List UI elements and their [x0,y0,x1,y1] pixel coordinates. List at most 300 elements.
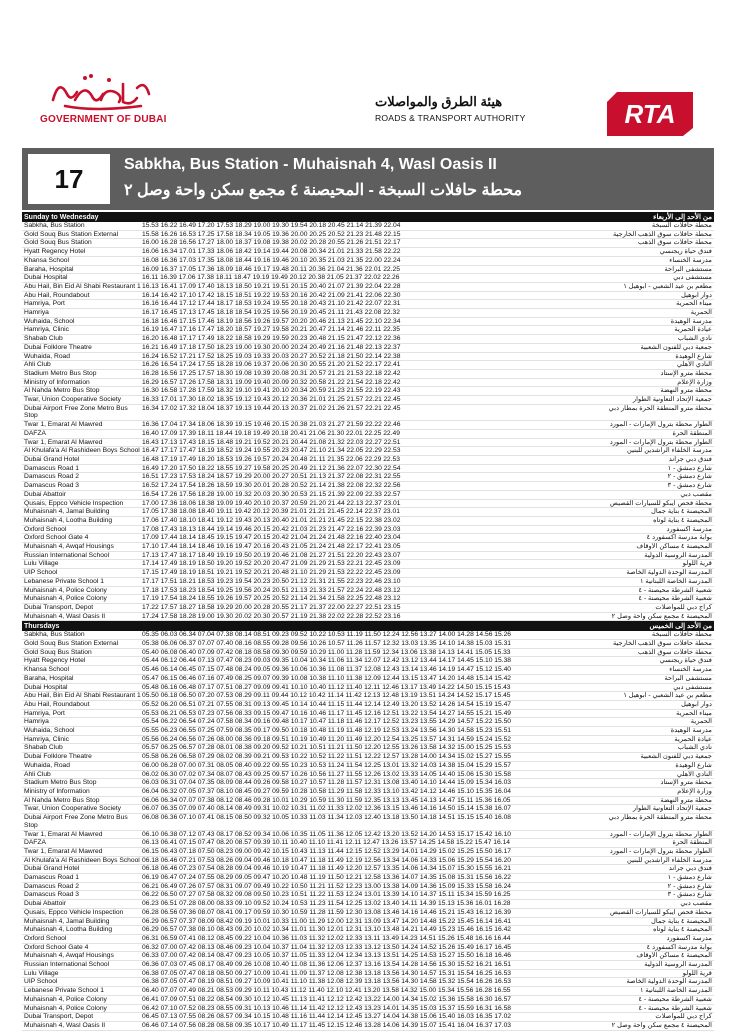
stop-name-ar: الطوار محطة بترول الإمارات - المورد [609,438,712,446]
departure-times: 06.15 06.43 07.18 07.50 08.23 09.00 09.42 10.15 10.43 11.13 11.44 12.15 12.52 13.29 14.01 14.29 15.02 15.25 15.50 16.17 [142,847,512,855]
stop-name-ar: المدرسة الخاصة اللبنانية ١ [639,987,712,995]
stop-name-en: UIP School [24,978,58,986]
stop-name-ar: فندق دبي جراند [668,865,712,873]
table-row [22,1022,714,1031]
government-of-dubai-logo [40,70,167,125]
stop-name-en: Oxford School Gate 4 [24,943,89,951]
stop-name-ar: الطوار محطة بترول الإمارات - المورد [609,421,712,429]
departure-times: 06.19 06.47 07.24 07.55 08.29 09.05 09.47 10.20 10.48 11.19 11.50 12.21 12.58 13.36 14.07 14.35 15.08 15.31 15.56 16.22 [142,874,512,882]
table-row [22,918,714,927]
stop-name-en: Muhaisnah 4, Police Colony [24,1004,107,1012]
stop-name-ar: المحيصنة ٤ بناية جمال [651,917,712,925]
stop-name-en: Lebanese Private School 1 [24,987,104,995]
stop-name-en: Al Khulafa'a Al Rashideen Boys School [24,856,140,864]
table-row [22,657,714,666]
stop-name-ar: النادي الأهلي [676,361,712,369]
table-row [22,961,714,970]
stop-name-ar: قرية اللولو [682,560,712,568]
departure-times: 16.21 16.49 17.18 17.50 18.23 19.00 19.30 20.00 20.24 20.49 21.16 21.48 22.13 22.37 [142,343,401,351]
table-row [22,640,714,649]
stop-name-en: Lebanese Private School 1 [24,577,104,585]
stop-name-ar: شارع دمشق - ٢ [667,882,712,890]
table-row [22,805,714,814]
stop-name-ar: مستشفى البراحة [664,674,712,682]
stop-name-ar: شعبية الشرطة محيصنة - ٤ [638,586,712,594]
departure-times: 06.29 06.57 07.37 08.09 08.42 09.19 10.01 10.33 11.00 11.29 12.00 12.31 13.09 13.47 14.20 14.48 15.22 15.45 16.14 16.41 [142,917,512,925]
stop-name-en: Muhaisnah 4, Lootha Building [24,516,113,524]
departure-times: 16.51 17.23 17.53 18.24 18.57 19.29 20.00 20.27 20.51 21.13 21.37 22.08 22.31 22.55 [142,473,401,481]
stop-name-ar: جمعية دبي للفنون الشعبية [640,753,712,761]
departure-times: 16.18 16.46 17.15 17.46 18.19 18.56 19.26 19.57 20.20 20.46 21.13 21.45 22.10 22.34 [142,317,401,325]
stop-name-en: Muhaisnah 4, Police Colony [24,586,107,594]
stop-name-ar: جمعية الإتحاد التعاونية الطوار [632,805,712,813]
stop-name-en: Al Khulafa'a Al Rashideen Boys School [24,447,140,455]
table-row [22,595,714,604]
table-row [22,666,714,675]
table-row [22,379,714,388]
stop-name-en: Muhaisnah 4, Lootha Building [24,926,113,934]
table-row [22,996,714,1005]
stop-name-ar: مقصب دبي [680,900,712,908]
departure-times: 17.22 17.57 18.27 18.58 19.29 20.00 20.28 20.55 21.17 21.37 22.00 22.27 22.51 23.15 [142,603,401,611]
stop-name-en: Dubai Transport, Depot [24,1013,94,1021]
table-row [22,231,714,240]
departure-times: 16.28 16.56 17.25 17.57 18.30 19.08 19.39 20.08 20.31 20.57 21.21 21.53 22.18 22.42 [142,369,401,377]
departure-times: 16.34 17.02 17.32 18.04 18.37 19.13 19.44 20.13 20.37 21.02 21.26 21.57 22.21 22.45 [142,404,401,412]
stop-name-ar: شارع دمشق - ١ [667,464,712,472]
stop-name-en: Wuhaida, School [24,727,75,735]
stop-name-ar: شارع الوهيدة [675,761,712,769]
stop-name-en: Damascus Road 2 [24,882,80,890]
table-row [22,274,714,283]
stop-name-en: Khansa School [24,256,69,264]
stop-name-ar: المحيصنة ٤ مساكن الأوقاف [636,543,712,551]
table-row [22,239,714,248]
table-row [22,814,714,830]
stop-name-en: DAFZA [24,839,46,847]
stop-name-ar: كراج دبي للمواصلات [655,1013,712,1021]
stop-name-en: Muhaisnah 4, Wasl Oasis II [24,1021,106,1029]
stop-name-en: Damascus Road 1 [24,464,80,472]
departure-times: 06.42 07.10 07.52 08.23 08.55 09.31 10.13 10.46 11.14 11.42 12.12 12.43 13.23 14.01 14.35 15.03 15.37 15.59 16.31 16.58 [142,1004,512,1012]
table-row [22,430,714,439]
table-row [22,361,714,370]
departure-times: 06.23 06.51 07.28 08.00 08.33 09.10 09.52 10.24 10.53 11.23 11.54 12.25 13.02 13.40 14.11 14.39 15.13 15.36 16.01 16.28 [142,900,511,908]
stop-name-ar: مستشفى دبي [673,683,712,691]
departure-times: 16.08 16.36 17.03 17.35 18.08 18.44 19.16 19.46 20.10 20.35 21.03 21.35 22.00 22.24 [142,256,401,264]
table-row [22,874,714,883]
stop-name-ar: مطعم بن عيد الشعبي - ابوهيل ١ [623,282,712,290]
departure-times: 05.47 06.15 06.46 07.16 07.49 08.25 09.07 09.39 10.08 10.38 11.10 11.38 12.09 12.44 13.15 13.47 14.20 14.48 15.14 15.42 [142,674,512,682]
departure-times: 16.26 16.54 17.24 17.55 18.28 19.06 19.37 20.06 20.30 20.55 21.20 21.52 22.17 22.41 [142,361,401,369]
stop-name-ar: المحيصنة ٤ بناية جمال [651,508,712,516]
table-row [22,857,714,866]
table-row [22,900,714,909]
table-row [22,318,714,327]
section-label-ar: من الأحد إلى الأربعاء [653,214,712,221]
departure-times: 05.54 06.22 06.54 07.24 07.58 08.34 09.16 09.48 10.17 10.47 11.18 11.46 12.17 12.52 13.23 13.55 14.29 14.57 15.22 15.50 [142,718,512,726]
stop-name-ar: مدرسة الخلفاء الراشدين للبنين [627,447,712,455]
table-row [22,526,714,535]
table-row [22,839,714,848]
stop-name-ar: وزارة الإعلام [677,378,712,386]
stop-name-en: Ahli Club [24,361,51,369]
stop-name-en: Hamriya, Port [24,300,65,308]
table-row [22,309,714,318]
section-label-en: Sunday to Wednesday [24,213,99,221]
stop-name-en: Oxford School Gate 4 [24,534,89,542]
stop-name-en: Al Nahda Metro Bus Stop [24,796,100,804]
stop-name-en: Stadium Metro Bus Stop [24,369,97,377]
section-header [22,212,714,222]
stop-name-ar: شارع دمشق - ٣ [667,891,712,899]
departure-times: 16.40 17.09 17.39 18.11 18.44 19.18 19.49 20.18 20.41 21.06 21.30 22.01 22.25 22.49 [142,429,400,437]
stop-name-ar: المدرسة الوحدة الدولية الخاصة [626,569,712,577]
table-row [22,865,714,874]
stop-name-ar: المدرسة الروسية الدولية [644,961,712,969]
stop-name-en: Abu Hail, Roundabout [24,700,90,708]
table-row [22,560,714,569]
departure-times: 05.57 06.25 06.57 07.28 08.01 08.38 09.20 09.52 10.21 10.51 11.21 11.50 12.20 12.55 13.26 13.58 14.32 15.00 15.25 15.53 [142,744,512,752]
stop-name-en: Damascus Road 1 [24,874,80,882]
departure-times: 16.16 16.44 17.12 17.44 18.17 18.53 19.24 19.55 20.18 20.43 21.10 21.42 22.07 22.31 [142,300,401,308]
stop-name-en: Baraha, Hospital [24,674,74,682]
table-row [22,543,714,552]
table-row [22,692,714,701]
departure-times: 16.20 16.48 17.17 17.49 18.22 18.58 19.29 19.59 20.23 20.48 21.15 21.47 22.12 22.36 [142,335,401,343]
departure-times: 16.29 16.57 17.26 17.58 18.31 19.09 19.40 20.09 20.32 20.58 21.22 21.54 22.18 22.42 [142,378,401,386]
stop-name-en: Muhaisnah 4, Jamal Building [24,917,110,925]
section-label-en: Thursdays [24,622,60,630]
table-row [22,952,714,961]
stop-name-ar: المدرسة الوحدة الدولية الخاصة [626,978,712,986]
stop-name-ar: المدرسة الروسية الدولية [644,551,712,559]
table-row [22,970,714,979]
table-row [22,753,714,762]
route-title-ar: محطة حافلات السبخة - المحيصنة ٤ مجمع سكن واحة وصل ٢ [124,182,523,199]
stop-name-en: Gold Souq Bus Station [24,239,92,247]
rta-names [375,94,585,123]
stop-name-ar: المحيصنة ٤ مساكن الأوقاف [636,952,712,960]
table-row [22,771,714,780]
stop-name-ar: المحيصنة ٤ بناية لوتاه [653,926,712,934]
table-row [22,508,714,517]
table-row [22,926,714,935]
timetable [22,212,714,1031]
stop-name-ar: دوار ابوهيل [681,700,712,708]
table-row [22,326,714,335]
stop-name-ar: محطة مترو الإستاد [660,779,712,787]
departure-times: 06.10 06.38 07.12 07.43 08.17 08.52 09.34 10.06 10.35 11.05 11.36 12.05 12.42 13.20 13.52 14.20 14.53 15.17 15.42 16.10 [142,830,512,838]
departure-times: 05.38 06.06 06.37 07.07 07.40 08.16 08.55 09.28 09.56 10.26 10.57 11.26 11.57 12.32 13.03 13.35 14.10 14.38 15.03 15.31 [142,640,512,648]
departure-times: 05.53 06.21 06.53 07.23 07.56 08.33 09.15 09.47 10.16 10.46 11.17 11.45 12.16 12.51 13.22 13.54 14.27 14.55 15.21 15.49 [142,709,512,717]
table-row [22,613,714,622]
table-row [22,353,714,362]
departure-times: 06.45 07.13 07.55 08.26 08.57 09.34 10.15 10.48 11.16 11.44 12.14 12.45 13.27 14.04 14.38 15.06 15.40 16.03 16.35 17.02 [142,1013,512,1021]
departure-times: 05.40 06.08 06.40 07.09 07.42 08.18 08.58 09.30 09.59 10.29 11.00 11.28 11.59 12.34 13.06 13.38 14.13 14.41 15.05 15.33 [142,648,511,656]
stop-name-en: Shabab Club [24,335,63,343]
stop-name-ar: شارع دمشق - ٣ [667,482,712,490]
table-row [22,978,714,987]
departure-times: 06.07 06.35 07.09 07.40 08.14 08.49 09.31 10.02 10.31 11.02 11.33 12.02 12.36 13.15 13.46 14.16 14.50 15.14 15.38 16.07 [142,805,512,813]
table-row [22,491,714,500]
stop-name-ar: محطة مترو النهضة [660,796,712,804]
table-row [22,675,714,684]
stop-name-en: Hyatt Regency Hotel [24,657,86,665]
departure-times: 06.28 06.56 07.36 08.07 08.41 09.17 09.59 10.30 10.59 11.28 11.59 12.30 13.08 13.46 14.16 14.46 15.21 15.43 16.12 16.39 [142,908,512,916]
table-row [22,569,714,578]
table-row [22,684,714,693]
departure-times: 05.46 06.14 06.45 07.15 07.48 08.24 09.05 09.36 10.06 10.36 11.08 11.37 12.08 12.43 13.14 13.46 14.19 14.47 15.12 15.40 [142,666,512,674]
dubai-government-calligraphy-emblem [45,70,155,112]
table-row [22,456,714,465]
stop-name-en: Russian International School [24,961,110,969]
gov-caption: GOVERNMENT OF DUBAI [40,114,167,125]
stop-name-ar: شارع الوهيدة [675,352,712,360]
stop-name-ar: محطة فحص ايبكو للسيارات القصيص [610,908,712,916]
stop-name-en: Dubai Grand Hotel [24,455,80,463]
stop-name-ar: شعبية الشرطة محيصنة - ٤ [638,995,712,1003]
table-row [22,292,714,301]
stop-name-en: Muhaisnah 4, Awqaf Housings [24,952,114,960]
departure-times: 06.21 06.49 07.26 07.57 08.31 09.07 09.49 10.22 10.50 11.21 11.52 12.23 13.00 13.38 14.09 14.36 15.09 15.33 15.58 16.24 [142,882,512,890]
table-row [22,396,714,405]
route-title-bar [22,148,714,210]
stop-name-ar: بوابة مدرسة أكسفورد ٤ [646,534,712,542]
table-row [22,248,714,257]
departure-times: 16.13 16.41 17.09 17.40 18.13 18.50 19.21 19.51 20.15 20.40 21.07 21.39 22.04 22.28 [142,282,401,290]
stop-name-en: Lulu Village [24,560,59,568]
stop-name-ar: شارع دمشق - ٢ [667,473,712,481]
stop-name-en: Ministry of Information [24,788,90,795]
departure-times: 16.48 17.19 17.49 18.20 18.53 19.26 19.57 20.24 20.48 21.11 21.35 22.06 22.29 22.53 [142,455,400,463]
route-number-box [28,154,110,204]
departure-times: 16.06 16.34 17.01 17.33 18.06 18.42 19.14 19.44 20.08 20.34 21.01 21.33 21.58 22.22 [142,248,401,256]
stop-name-ar: المحيصنة ٤ مجمع سكن واحة وصل ٢ [611,612,712,620]
stop-name-ar: محطة فحص ايبكو للسيارات القصيص [610,499,712,507]
table-row [22,335,714,344]
stop-name-en: Russian International School [24,551,110,559]
table-row [22,473,714,482]
stop-name-en: Ministry of Information [24,378,90,386]
stop-name-en: UIP School [24,569,58,577]
departure-times: 06.03 06.31 07.04 07.35 08.09 08.44 09.26 09.58 10.27 10.57 11.28 11.57 12.31 13.08 13.40 14.10 14.44 15.09 15.34 16.03 [142,779,512,787]
stop-name-ar: جمعية دبي للفنون الشعبية [640,343,712,351]
table-row [22,649,714,658]
stop-name-ar: كراج دبي للمواصلات [655,603,712,611]
stop-name-ar: عيادة الحمرية [674,735,712,743]
stop-name-en: Twar, Union Cooperative Society [24,805,122,813]
departure-times: 16.54 17.26 17.56 18.28 19.00 19.32 20.03 20.30 20.53 21.15 21.39 22.09 22.33 22.57 [142,490,401,498]
stop-name-en: Dubai Abattoir [24,900,67,908]
stop-name-en: Abu Hail, Roundabout [24,291,90,299]
stop-name-en: Dubai Folklore Theatre [24,343,92,351]
stop-name-ar: مدرسة الخلفاء الراشدين للبنين [627,856,712,864]
departure-times: 16.30 16.58 17.28 17.59 18.32 19.10 19.41 20.10 20.34 20.59 21.23 21.55 22.19 22.43 [142,387,401,395]
rta-logo [603,88,695,138]
stop-name-ar: محطة حافلات سوق الذهب الخارجية [612,230,712,238]
stop-name-ar: مدرسة الخنساء [669,666,712,674]
stop-name-en: Abu Hail, Bin Eid Al Shabi Restaurant 1 [24,692,141,700]
table-row [22,710,714,719]
departure-times: 16.36 17.04 17.34 18.06 18.39 19.15 19.46 20.15 20.38 21.03 21.27 21.59 22.22 22.46 [142,421,401,429]
departure-times: 05.48 06.16 06.48 07.17 07.51 08.27 09.09 09.41 10.10 10.40 11.12 11.40 12.11 12.46 13.17 13.49 14.22 14.50 15.15 15.43 [142,683,511,691]
stop-name-en: Muhaisnah 4, Awqaf Housings [24,543,114,551]
stop-name-ar: ميناء الحمرية [676,709,712,717]
stop-name-ar: محطة مترو المنطقة الحرة بمطار دبي [608,404,712,412]
table-row [22,344,714,353]
stop-name-en: Ahli Club [24,770,51,778]
departure-times: 16.09 16.37 17.05 17.36 18.09 18.46 19.17 19.48 20.11 20.36 21.04 21.36 22.01 22.25 [142,265,400,273]
stop-name-ar: مستشفى دبي [673,274,712,282]
stop-name-en: Dubai Airport Free Zone Metro Bus Stop [24,814,128,829]
departure-times: 06.08 06.36 07.10 07.41 08.15 08.50 09.32 10.05 10.33 11.03 11.34 12.03 12.40 13.18 13.50 14.18 14.51 15.15 15.40 16.08 [142,814,512,822]
departure-times: 06.38 07.05 07.47 08.19 08.51 09.27 10.09 10.41 11.10 11.38 12.08 12.39 13.18 13.56 14.30 14.58 15.32 15.54 16.26 16.53 [142,978,512,986]
departure-times: 16.24 16.52 17.21 17.52 18.25 19.03 19.33 20.03 20.27 20.52 21.18 21.50 22.14 22.38 [142,352,401,360]
stop-name-ar: مقصب دبي [680,490,712,498]
stop-name-ar: المنطقة الحرة [672,429,712,437]
table-row [22,482,714,491]
departure-times: 17.05 17.38 18.08 18.40 19.11 19.42 20.12 20.39 21.01 21.21 21.45 22.14 22.37 23.01 [142,508,400,516]
stop-name-en: Gold Souq Bus Station External [24,640,119,648]
table-row [22,891,714,900]
departure-times: 06.46 07.14 07.56 08.28 08.58 09.35 10.17 10.49 11.17 11.45 12.15 12.46 13.28 14.06 14.39 15.07 15.41 16.04 16.37 17.03 [142,1021,512,1029]
table-row [22,587,714,596]
stop-name-ar: المدرسة الخاصة اللبنانية ١ [639,577,712,585]
table-row [22,727,714,736]
stop-name-ar: محطة حافلات سوق الذهب [638,239,712,247]
table-row [22,883,714,892]
stop-name-en: Muhaisnah 4, Police Colony [24,995,107,1003]
stop-name-ar: عيادة الحمرية [674,326,712,334]
stop-name-en: Hamriya [24,309,49,317]
departure-times: 17.06 17.40 18.10 18.41 19.12 19.43 20.13 20.40 21.01 21.21 21.45 22.15 22.38 23.02 [142,516,401,524]
departure-times: 06.02 06.30 07.02 07.34 08.07 08.43 09.25 09.57 10.26 10.56 11.27 11.55 12.26 13.02 13.33 14.05 14.40 15.06 15.30 15.58 [142,770,512,778]
departure-times: 06.29 06.57 07.38 08.10 08.43 09.20 10.02 10.34 11.01 11.30 12.01 12.31 13.10 13.48 14.21 14.49 15.23 15.46 16.15 16.42 [142,926,512,934]
stop-name-ar: وزارة الإعلام [677,788,712,795]
route-title-en: Sabkha, Bus Station - Muhaisnah 4, Wasl Oasis II [124,156,497,173]
table-row [22,788,714,797]
departure-times: 15.58 16.26 16.53 17.25 17.58 18.34 19.05 19.36 20.00 20.25 20.52 21.23 21.48 22.15 [142,230,401,238]
departure-times: 06.18 06.46 07.23 07.54 08.28 09.04 09.46 10.19 10.47 11.18 11.49 12.20 12.57 13.35 14.06 14.34 15.07 15.30 15.55 16.21 [142,865,512,873]
stop-name-en: Hyatt Regency Hotel [24,248,86,256]
stop-name-ar: شعبية الشرطة محيصنة - ٤ [638,595,712,603]
departure-times: 05.55 06.23 06.55 07.25 07.59 08.35 09.17 09.50 10.18 10.48 11.19 11.48 12.19 12.53 13.24 13.56 14.30 14.58 15.23 15.51 [142,727,512,735]
departure-times: 06.18 06.46 07.21 07.53 08.26 09.04 09.46 10.18 10.47 11.18 11.49 12.19 12.56 13.34 14.06 14.33 15.06 15.29 15.54 16.20 [142,856,512,864]
stop-name-ar: محطة حافلات السبخة [651,222,712,229]
stop-name-ar: الطوار محطة بترول الإمارات - المورد [609,830,712,838]
table-row [22,266,714,275]
stop-name-ar: مستشفى البراحة [664,265,712,273]
stop-name-en: Hamriya, Port [24,709,65,717]
stop-name-en: Qusais, Eppco Vehicle Inspection [24,908,124,916]
table-row [22,944,714,953]
departure-times: 06.33 07.00 07.42 08.14 08.47 09.23 10.05 10.37 11.05 11.33 12.04 12.34 13.13 13.51 14.25 14.53 15.27 15.50 16.18 16.46 [142,952,512,960]
stop-name-ar: محطة حافلات سوق الذهب [638,648,712,656]
table-row [22,552,714,561]
departure-times: 06.06 06.34 07.07 07.38 08.12 08.46 09.28 10.01 10.29 10.59 11.30 11.59 12.35 13.13 13.45 14.13 14.47 15.11 15.36 16.05 [142,796,511,804]
stop-name-en: Abu Hail, Bin Eid Al Shabi Restaurant 1 [24,282,141,290]
departure-times: 16.47 17.17 17.47 18.19 18.52 19.24 19.55 20.23 20.47 21.10 21.34 22.05 22.29 22.53 [142,447,401,455]
stop-name-ar: المنطقة الحرة [672,839,712,847]
table-row [22,987,714,996]
departure-times: 17.14 17.49 18.19 18.50 19.20 19.52 20.20 20.47 21.09 21.29 21.53 22.21 22.45 23.09 [142,560,401,568]
stop-name-en: Dubai Transport, Depot [24,603,94,611]
departure-times: 05.35 06.03 06.34 07.04 07.38 08.14 08.51 09.23 09.52 10.22 10.53 11.19 11.50 12.24 12.56 13.27 14.00 14.28 14.56 15.26 [142,631,512,639]
stop-name-en: Twar 1, Emarat Al Mawred [24,830,103,838]
stop-name-en: Dubai Hospital [24,274,68,282]
departure-times: 17.18 17.53 18.23 18.54 19.25 19.56 20.24 20.51 21.13 21.33 21.57 22.24 22.48 23.12 [142,586,401,594]
stop-name-en: Stadium Metro Bus Stop [24,779,97,787]
stop-name-en: Baraha, Hospital [24,265,74,273]
departure-times: 05.52 06.20 06.51 07.21 07.55 08.31 09.13 09.45 10.14 10.44 11.15 11.44 12.14 12.49 13.20 13.52 14.26 14.54 15.19 15.47 [142,700,512,708]
stop-name-ar: فندق حياة ريجنسي [659,657,712,665]
rta-name-ar: هيئة الطرق والمواصلات [375,94,503,109]
table-row [22,465,714,474]
table-row [22,779,714,788]
rta-header [375,88,695,138]
stop-name-en: Gold Souq Bus Station External [24,230,119,238]
stop-name-en: Wuhaida, School [24,317,75,325]
table-row [22,517,714,526]
departure-times: 16.43 17.13 17.43 18.15 18.48 19.21 19.52 20.21 20.44 21.08 21.32 22.03 22.27 22.51 [142,438,401,446]
stop-name-ar: محطة مترو المنطقة الحرة بمطار دبي [608,814,712,822]
stop-name-en: Muhaisnah 4, Police Colony [24,595,107,603]
table-row [22,300,714,309]
stop-name-en: Al Nahda Metro Bus Stop [24,387,100,395]
table-row [22,736,714,745]
departure-times: 05.50 06.18 06.50 07.20 07.53 08.29 09.11 09.44 10.12 10.42 11.14 11.42 12.13 12.48 13.19 13.51 14.24 14.52 15.17 15.45 [142,692,511,700]
stop-name-en: Dubai Airport Free Zone Metro Bus Stop [24,404,128,420]
stop-name-en: Sabkha, Bus Station [24,631,85,639]
departure-times: 16.52 17.24 17.54 18.26 18.59 19.30 20.01 20.28 20.52 21.14 21.38 22.08 22.32 22.56 [142,482,401,490]
stop-name-en: Damascus Road 3 [24,482,80,490]
section-header [22,621,714,631]
stop-name-ar: النادي الأهلي [676,770,712,778]
stop-name-ar: نادي الشباب [677,335,712,343]
table-row [22,762,714,771]
stop-name-en: Twar 1, Emarat Al Mawred [24,421,103,429]
stop-name-ar: شارع دمشق - ١ [667,874,712,882]
stop-name-en: Oxford School [24,525,67,533]
departure-times: 17.08 17.43 18.13 18.44 19.14 19.46 20.15 20.42 21.03 21.23 21.47 22.16 22.39 23.03 [142,525,401,533]
departure-times: 06.36 07.03 07.45 08.17 08.49 09.26 10.08 10.40 11.08 11.36 12.06 12.37 13.16 13.54 14.28 14.56 15.30 15.52 16.21 16.51 [142,961,512,969]
departure-times: 16.11 16.39 17.06 17.38 18.11 18.47 19.19 19.49 20.12 20.38 21.05 21.37 22.02 22.26 [142,274,400,282]
stop-name-en: Qusais, Eppco Vehicle Inspection [24,499,124,507]
stop-name-en: Muhaisnah 4, Wasl Oasis II [24,612,106,620]
departure-times: 05.56 06.24 06.56 07.26 08.00 08.36 09.18 09.51 10.19 10.49 11.20 11.49 12.20 12.54 13.25 13.57 14.31 14.59 15.24 15.52 [142,735,512,743]
departure-times: 17.15 17.49 18.19 18.51 19.21 19.52 20.21 20.48 21.10 21.29 21.53 22.22 22.45 23.09 [142,569,401,577]
departure-times: 06.04 06.32 07.05 07.37 08.10 08.45 09.27 09.59 10.28 10.58 11.29 11.58 12.33 13.10 13.42 14.12 14.46 15.10 15.35 16.04 [142,788,512,795]
departure-times: 05.44 06.12 06.44 07.13 07.47 08.23 09.03 09.35 10.04 10.34 11.06 11.34 12.07 12.42 13.12 13.44 14.17 14.45 15.10 15.38 [142,657,512,665]
departure-times: 06.31 06.59 07.41 08.12 08.45 09.22 10.04 10.36 11.03 11.32 12.02 12.33 13.11 13.49 14.23 14.51 15.26 15.48 16.16 16.44 [142,934,511,942]
stop-name-ar: محطة حافلات السبخة [651,631,712,639]
departure-times: 17.10 17.44 18.14 18.46 19.16 19.47 20.16 20.43 21.05 21.24 21.48 22.17 22.41 23.05 [142,543,401,551]
stop-name-en: Khansa School [24,666,69,674]
table-row [22,1005,714,1014]
stop-name-en: Twar 1, Emarat Al Mawred [24,438,103,446]
stop-name-en: Twar, Union Cooperative Society [24,396,122,404]
stop-name-ar: محطة مترو النهضة [660,387,712,395]
stop-name-en: Wuhaida, Road [24,352,70,360]
stop-name-en: Damascus Road 3 [24,891,80,899]
stop-name-en: Damascus Road 2 [24,473,80,481]
departure-times: 17.24 17.58 18.28 19.00 19.30 20.02 20.30 20.57 21.19 21.38 22.02 22.28 22.52 23.16 [142,612,401,620]
departure-times: 15.53 16.22 16.49 17.20 17.53 18.29 19.00 19.30 19.54 20.18 20.45 21.14 21.39 22.04 [142,222,401,229]
departure-times: 06.22 06.50 07.27 07.58 08.32 09.08 09.50 10.23 10.51 11.22 11.53 12.24 13.01 13.39 14.10 14.37 15.11 15.34 15.59 16.25 [142,891,511,899]
stop-name-en: Oxford School [24,934,67,942]
stop-name-ar: محطة مترو الإستاد [660,369,712,377]
